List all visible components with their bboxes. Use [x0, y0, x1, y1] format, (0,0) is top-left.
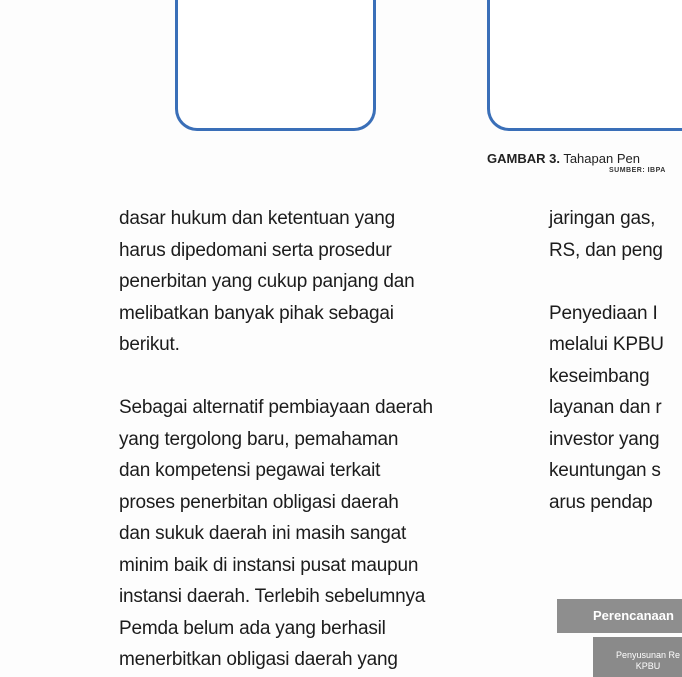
caption-text: Tahapan Pen: [559, 151, 640, 166]
diagram-box-left: [175, 0, 376, 131]
caption-label: GAMBAR 3.: [487, 151, 560, 166]
text-line: dasar hukum dan ketentuan yang: [119, 208, 396, 229]
text-line: harus dipedomani serta prosedur: [119, 239, 392, 261]
text-line: instansi daerah. Terlebih sebelumnya: [119, 586, 426, 607]
text-line: Pemda belum ada yang berhasil: [119, 617, 386, 639]
text-line: layanan dan r: [549, 397, 662, 418]
text-line: Sebagai alternatif pembiayaan daerah: [119, 397, 433, 418]
text-line: arus pendap: [549, 491, 653, 513]
left-column: [119, 203, 433, 676]
diagram-box-right: [487, 0, 682, 131]
text-line: yang tergolong baru, pemahaman: [119, 428, 399, 450]
text-line: menerbitkan obligasi daerah yang: [119, 649, 398, 670]
text-line: dan kompetensi pegawai terkait: [119, 460, 381, 481]
text-line: keseimbang: [549, 365, 650, 387]
text-line: jaringan gas,: [549, 208, 656, 229]
figure-caption: [487, 151, 640, 166]
figure-source: SUMBER: IBPA: [609, 167, 666, 174]
text-line: Penyediaan I: [549, 302, 658, 324]
right-column: [549, 203, 664, 518]
text-line: proses penerbitan obligasi daerah: [119, 491, 399, 513]
text-line: melalui KPBU: [549, 334, 664, 355]
text-line: keuntungan s: [549, 460, 661, 481]
stage-penyusunan-line2: KPBU: [635, 661, 661, 671]
text-line: minim baik di instansi pusat maupun: [119, 554, 419, 576]
text-line: berikut.: [119, 334, 180, 355]
stage-penyusunan: [593, 637, 682, 677]
text-line: RS, dan peng: [549, 239, 663, 261]
stage-penyusunan-line1: Penyusunan Re: [615, 650, 681, 660]
text-line: dan sukuk daerah ini masih sangat: [119, 523, 407, 544]
text-line: melibatkan banyak pihak sebagai: [119, 302, 394, 324]
paragraph-gap: [549, 266, 664, 298]
paragraph-gap: [119, 361, 433, 393]
text-line: penerbitan yang cukup panjang dan: [119, 271, 415, 292]
text-line: investor yang: [549, 428, 660, 450]
stage-perencanaan: Perencanaan: [557, 599, 682, 633]
